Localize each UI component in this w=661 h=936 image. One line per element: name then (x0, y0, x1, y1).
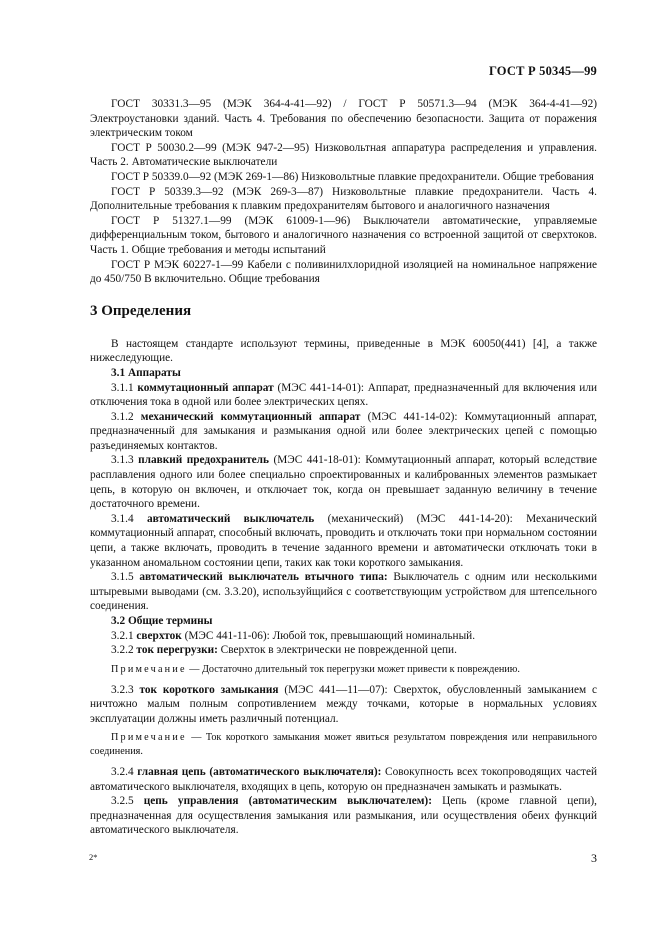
term: механический коммутационный аппарат (140, 410, 361, 423)
reference-item: ГОСТ Р 50030.2—99 (МЭК 947-2—95) Низковольтная аппаратура распределения и управления. Часть 2. Автоматические выключатели (90, 141, 597, 169)
reference-item: ГОСТ Р 50339.3—92 (МЭК 269-3—87) Низковольтные плавкие предохранители. Часть 4. Дополнительные требования к плавким предохранителям бытового и аналогичного назначения (90, 185, 597, 213)
signature-mark: 2* (89, 852, 98, 862)
section-title: 3 Определения (90, 302, 192, 319)
term-definition-3-1-5: 3.1.5 автоматический выключатель втычного типа: Выключатель с одним или несколькими штыревыми выводами (см. 3.3.20), используйщийся с соответствующим устройством для штепсельного соединения. (90, 571, 598, 613)
section-intro: В настоящем стандарте используют термины, приведенные в МЭК 60050(441) [4], а также нижеследующие. (90, 337, 597, 365)
note-label: Примечание (111, 732, 187, 744)
reference-item: ГОСТ Р 51327.1—99 (МЭК 61009-1—96) Выключатели автоматические, управляемые дифференциальным током, бытового и аналогичного назначения со встроенной защитой от сверхтоков. Часть 1. Общие требования и методы испытаний (90, 214, 597, 256)
term-definition-3-1-2: 3.1.2 механический коммутационный аппарат (МЭС 441-14-02): Коммутационный аппарат, предназначенный для замыкания и размыкания одной или более электрических цепей с помощью разъединяемых контактов. (90, 410, 598, 452)
term-definition-3-1-3: 3.1.3 плавкий предохранитель (МЭС 441-18-01): Коммутационный аппарат, который вследствие расплавления одного или более специально спроектированных и калиброванных элементов размыкает цепь, в которую он включен, и отключает ток, когда он превышает заданную величину в течение достаточного времени. (90, 454, 597, 511)
reference-item: ГОСТ 30331.3—95 (МЭК 364-4-41—92) / ГОСТ Р 50571.3—94 (МЭК 364-4-41—92) Электроустановки зданий. Часть 4. Требования по обеспечению безопасности. Защита от поражения электрическим током (90, 98, 597, 140)
note: Примечание — Достаточно длительный ток перегрузки может привести к повреждению. (111, 663, 520, 675)
reference-item: ГОСТ Р МЭК 60227-1—99 Кабели с поливинилхлоридной изоляцией на номинальное напряжение до 450/750 В включительно. Общие требования (90, 258, 597, 286)
term: ток перегрузки: (136, 644, 218, 657)
term-definition-3-1-1: 3.1.1 коммутационный аппарат (МЭС 441-14-01): Аппарат, предназначенный для включения или отключения тока в одной или более электрических цепях. (90, 381, 598, 409)
subsection-heading: 3.2 Общие термины (111, 615, 213, 627)
note-label: Примечание (111, 663, 187, 675)
page-number: 3 (591, 851, 597, 865)
term-definition-3-1-4: 3.1.4 автоматический выключатель (механический) (МЭС 441-14-20): Механический коммутационный аппарат, способный включать, проводить и отключать токи при нормальном состоянии цепи, а также включать, проводить в течение заданного времени и автоматически отключать токи в указанном аномальном состоянии цепи, таких как токи короткого замыкания. (90, 512, 598, 569)
term-definition-3-2-2: 3.2.2 ток перегрузки: Сверхток в электрически не поврежденной цепи. (111, 644, 457, 657)
term: автоматический выключатель (146, 512, 315, 525)
standard-code-header: ГОСТ Р 50345—99 (488, 64, 597, 78)
term: сверхток (136, 629, 182, 642)
term-definition-3-2-4: 3.2.4 главная цепь (автоматического выключателя): Совокупность всех токопроводящих частей автоматического выключателя, входящих в цепь, которую он предназначен замыкать и размыкать. (90, 765, 598, 793)
term-definition-3-2-5: 3.2.5 цепь управления (автоматическим выключателем): Цепь (кроме главной цепи), предназначенная для осуществления замыкания или размыкания, или осуществления обеих функций автоматического выключателя. (90, 795, 598, 837)
document-body (90, 97, 597, 838)
reference-item: ГОСТ Р 50339.0—92 (МЭК 269-1—86) Низковольтные плавкие предохранители. Общие требования (111, 170, 594, 183)
term: автоматический выключатель втычного типа: (139, 571, 388, 584)
term: коммутационный аппарат (137, 381, 274, 394)
subsection-heading: 3.1 Аппараты (111, 366, 181, 379)
term: цепь управления (автоматическим выключателем): (143, 795, 432, 808)
term-definition-3-2-1: 3.2.1 сверхток (МЭС 441-11-06): Любой ток, превышающий номинальный. (111, 629, 476, 642)
term: ток короткого замыкания (139, 683, 279, 696)
term-definition-3-2-3: 3.2.3 ток короткого замыкания (МЭС 441—11—07): Сверхток, обусловленный замыканием с ничтожно малым полным сопротивлением между точками, которые в нормальных условиях эксплуатации должны иметь различный потенциал. (90, 683, 598, 725)
note: Примечание — Ток короткого замыкания может явиться результатом повреждения или неправильного соединения. (90, 732, 597, 758)
term: главная цепь (автоматического выключателя): (137, 765, 382, 778)
term: плавкий предохранитель (138, 454, 269, 467)
